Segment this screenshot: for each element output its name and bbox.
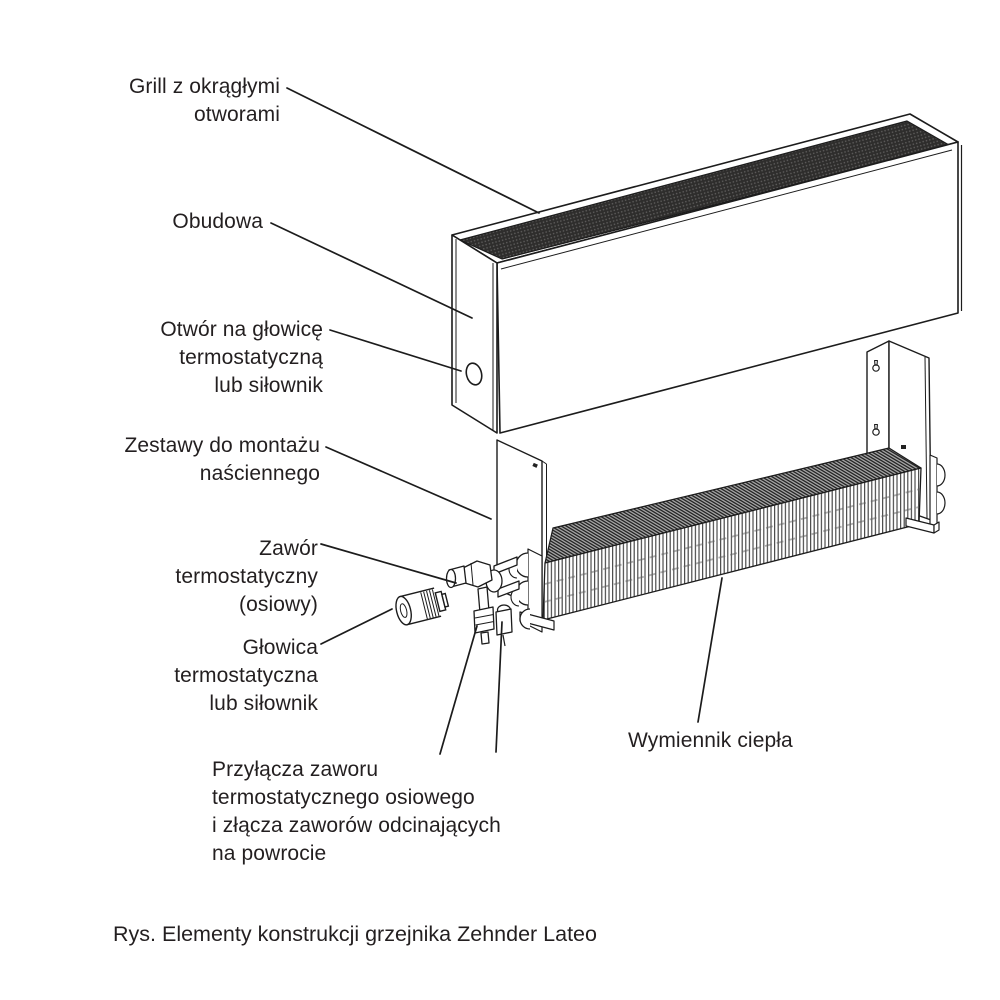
heat-exchanger-drawing	[520, 448, 945, 632]
leader-connection-b	[496, 622, 502, 752]
label-casing: Obudowa	[172, 210, 263, 233]
return-connector-nut	[496, 609, 512, 635]
valve-union-nut	[474, 607, 494, 633]
casing-end-cap	[452, 235, 497, 433]
exchanger-right-end-plate	[930, 455, 937, 528]
leader-thermostatic-head	[321, 609, 392, 644]
leader-connection-a	[440, 626, 477, 754]
valve-assembly-drawing	[447, 553, 531, 646]
leader-heat-exchanger	[698, 578, 722, 722]
leader-valve	[321, 544, 456, 583]
label-grill: Grill z okrągłymi otworami	[128, 75, 280, 126]
label-heat-exchanger: Wymiennik ciepła	[628, 729, 793, 752]
figure-caption: Rys. Elementy konstrukcji grzejnika Zehnder Lateo	[113, 922, 597, 946]
leader-head-opening	[330, 330, 461, 371]
thermostatic-head-drawing	[393, 586, 450, 627]
u-bend-right-lower	[937, 492, 945, 514]
bracket-hole-mark	[901, 445, 906, 449]
leader-grill	[287, 88, 539, 213]
label-head-opening: Otwór na głowicę termostatyczną lub siłownik	[160, 318, 323, 397]
leader-casing	[271, 223, 472, 318]
label-wall-mounting-kits: Zestawy do montażu naściennego	[124, 434, 320, 485]
leader-wall-mounting	[326, 447, 491, 519]
label-thermostatic-valve: Zawór termostatyczny (osiowy)	[175, 537, 318, 616]
valve-spindle-cap	[447, 570, 456, 588]
label-thermostatic-head: Głowica termostatyczna lub siłownik	[174, 636, 318, 715]
u-bend-right-upper	[937, 464, 945, 486]
label-valve-connections: Przyłącza zaworu termostatycznego osiowego i złącza zaworów odcinających na powrocie	[212, 758, 501, 865]
